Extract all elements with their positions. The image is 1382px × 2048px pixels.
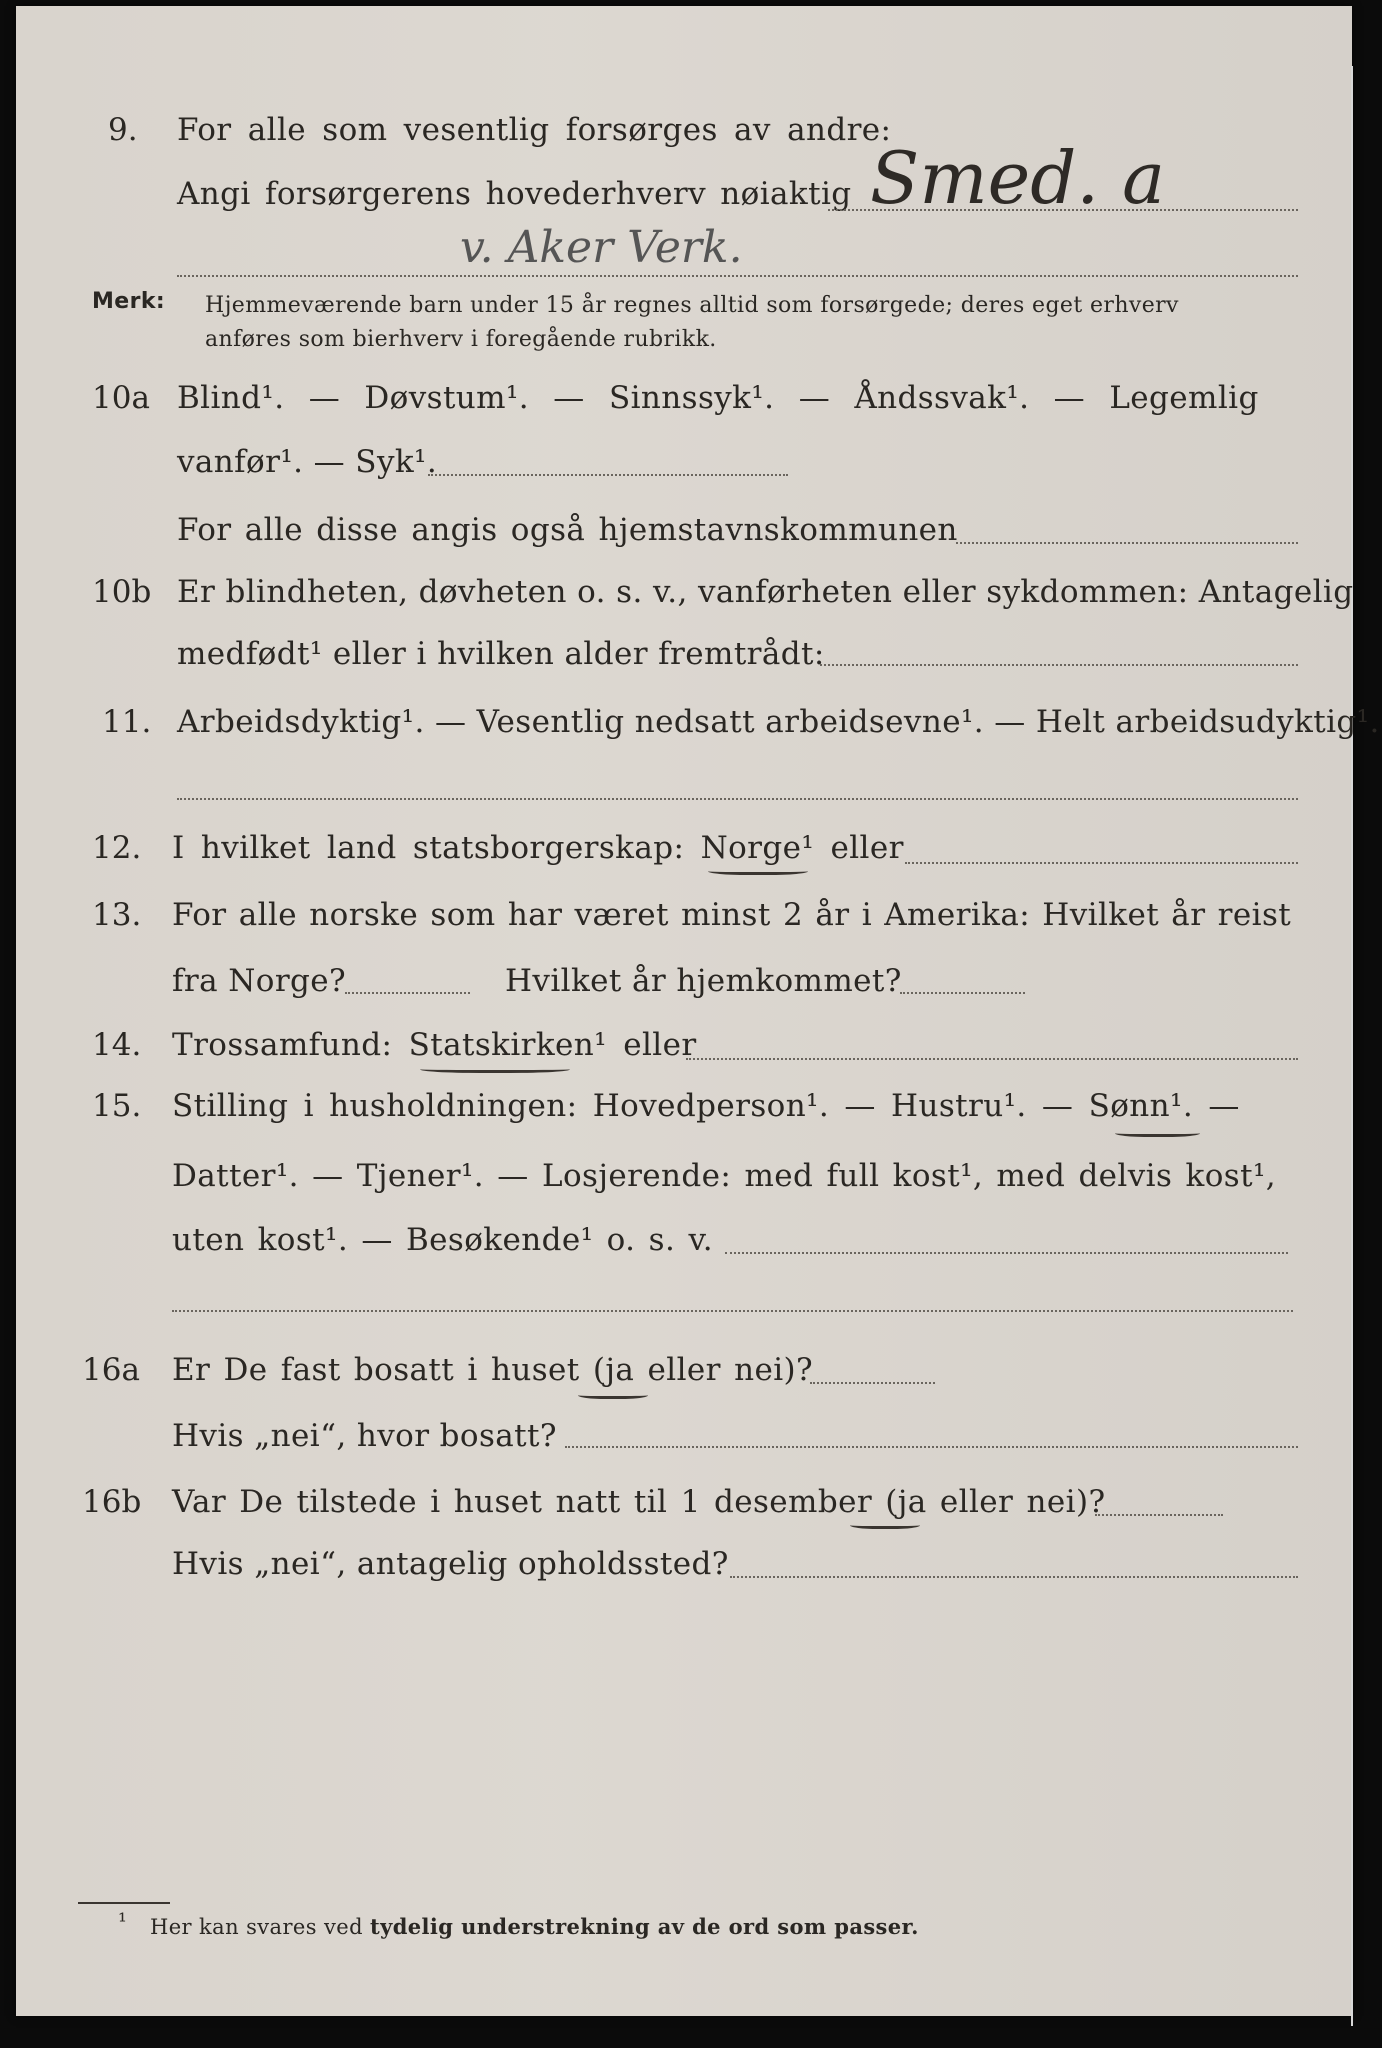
q9-handwritten-answer2: v. Aker Verk. xyxy=(460,222,743,273)
q15-line2: Datter¹. — Tjener¹. — Losjerende: med full kost¹, med delvis kost¹, xyxy=(172,1158,1277,1194)
q16b-line1: Var De tilstede i huset natt til 1 desember (ja eller nei)? xyxy=(172,1484,1106,1520)
q16b-line2: Hvis „nei“, antagelig opholdssted? xyxy=(172,1546,729,1582)
q16a-number: 16a xyxy=(82,1352,140,1388)
q14-line1: Trossamfund: Statskirken¹ eller xyxy=(172,1027,697,1063)
footnote-mark: ¹ xyxy=(118,1910,128,1935)
q10a-number: 10a xyxy=(92,380,150,416)
q10a-fill-hjemstavn xyxy=(956,542,1298,544)
q10b-number: 10b xyxy=(92,574,152,610)
q14-statskirken-underline xyxy=(420,1064,570,1073)
q16a-fill-line1 xyxy=(810,1382,935,1384)
q11-line1: Arbeidsdyktig¹. — Vesentlig nedsatt arbeidsevne¹. — Helt arbeidsudyktig¹. xyxy=(177,704,1380,740)
q10a-line1: Blind¹. — Døvstum¹. — Sinnssyk¹. — Åndssvak¹. — Legemlig xyxy=(177,380,1259,416)
q13-fill-reist xyxy=(345,992,470,994)
q14-number: 14. xyxy=(92,1027,142,1063)
q14-fill xyxy=(686,1058,1298,1060)
merk-line2: anføres som bierhverv i foregående rubrikk. xyxy=(205,327,717,352)
q12-norge-underline xyxy=(708,866,808,875)
q13-number: 13. xyxy=(92,897,142,933)
q9-line2: Angi forsørgerens hovederhverv nøiaktig xyxy=(177,176,852,212)
q13-line2b: Hvilket år hjemkommet? xyxy=(505,963,902,999)
q12-fill xyxy=(905,862,1298,864)
q13-fill-hjemkommet xyxy=(900,992,1025,994)
q10b-line2: medfødt¹ eller i hvilken alder fremtrådt: xyxy=(177,636,825,672)
q9-line1: For alle som vesentlig forsørges av andre: xyxy=(177,112,892,148)
q13-line2a: fra Norge? xyxy=(172,963,347,999)
q15-fill-extra xyxy=(172,1310,1293,1312)
q9-number: 9. xyxy=(108,112,138,148)
q10b-fill xyxy=(820,664,1298,666)
q16b-fill-line2 xyxy=(730,1576,1298,1578)
q16b-fill-line1 xyxy=(1095,1514,1223,1516)
footnote-text-a: Her kan svares ved xyxy=(150,1915,370,1939)
merk-label: Merk: xyxy=(92,289,166,314)
q16b-ja-underline xyxy=(850,1520,920,1529)
q10a-line3: For alle disse angis også hjemstavnskommunen xyxy=(177,512,958,548)
merk-line1: Hjemmeværende barn under 15 år regnes alltid som forsørgede; deres eget erhverv xyxy=(205,293,1179,318)
q15-line1: Stilling i husholdningen: Hovedperson¹. — Hustru¹. — Sønn¹. — xyxy=(172,1088,1240,1124)
q15-fill-line3 xyxy=(725,1252,1288,1254)
q9-fill-line2 xyxy=(177,275,1298,277)
q12-number: 12. xyxy=(92,830,142,866)
q15-sonn-underline xyxy=(1115,1128,1200,1137)
q16a-line2: Hvis „nei“, hvor bosatt? xyxy=(172,1418,557,1454)
footnote-rule xyxy=(78,1902,170,1904)
q15-number: 15. xyxy=(92,1088,142,1124)
footnote-text xyxy=(150,1914,919,1939)
q16a-line1: Er De fast bosatt i huset (ja eller nei)? xyxy=(172,1352,814,1388)
q11-fill xyxy=(177,798,1298,800)
q10a-line2: vanfør¹. — Syk¹. xyxy=(177,444,438,480)
q16b-number: 16b xyxy=(82,1484,142,1520)
q10a-fill-syk xyxy=(428,474,788,476)
page-edge-line xyxy=(1351,66,1353,2026)
q11-number: 11. xyxy=(102,704,152,740)
q12-line1: I hvilket land statsborgerskap: Norge¹ eller xyxy=(172,830,904,866)
q13-line1: For alle norske som har været minst 2 år i Amerika: Hvilket år reist xyxy=(172,897,1292,933)
q15-line3: uten kost¹. — Besøkende¹ o. s. v. xyxy=(172,1222,713,1258)
q16a-fill-line2 xyxy=(565,1446,1298,1448)
q9-handwritten-answer1: Smed. a xyxy=(870,136,1165,220)
q16a-ja-underline xyxy=(578,1390,648,1399)
q10b-line1: Er blindheten, døvheten o. s. v., vanførheten eller sykdommen: Antagelig xyxy=(177,574,1354,610)
footnote-text-b: tydelig understrekning av de ord som passer. xyxy=(370,1914,919,1939)
